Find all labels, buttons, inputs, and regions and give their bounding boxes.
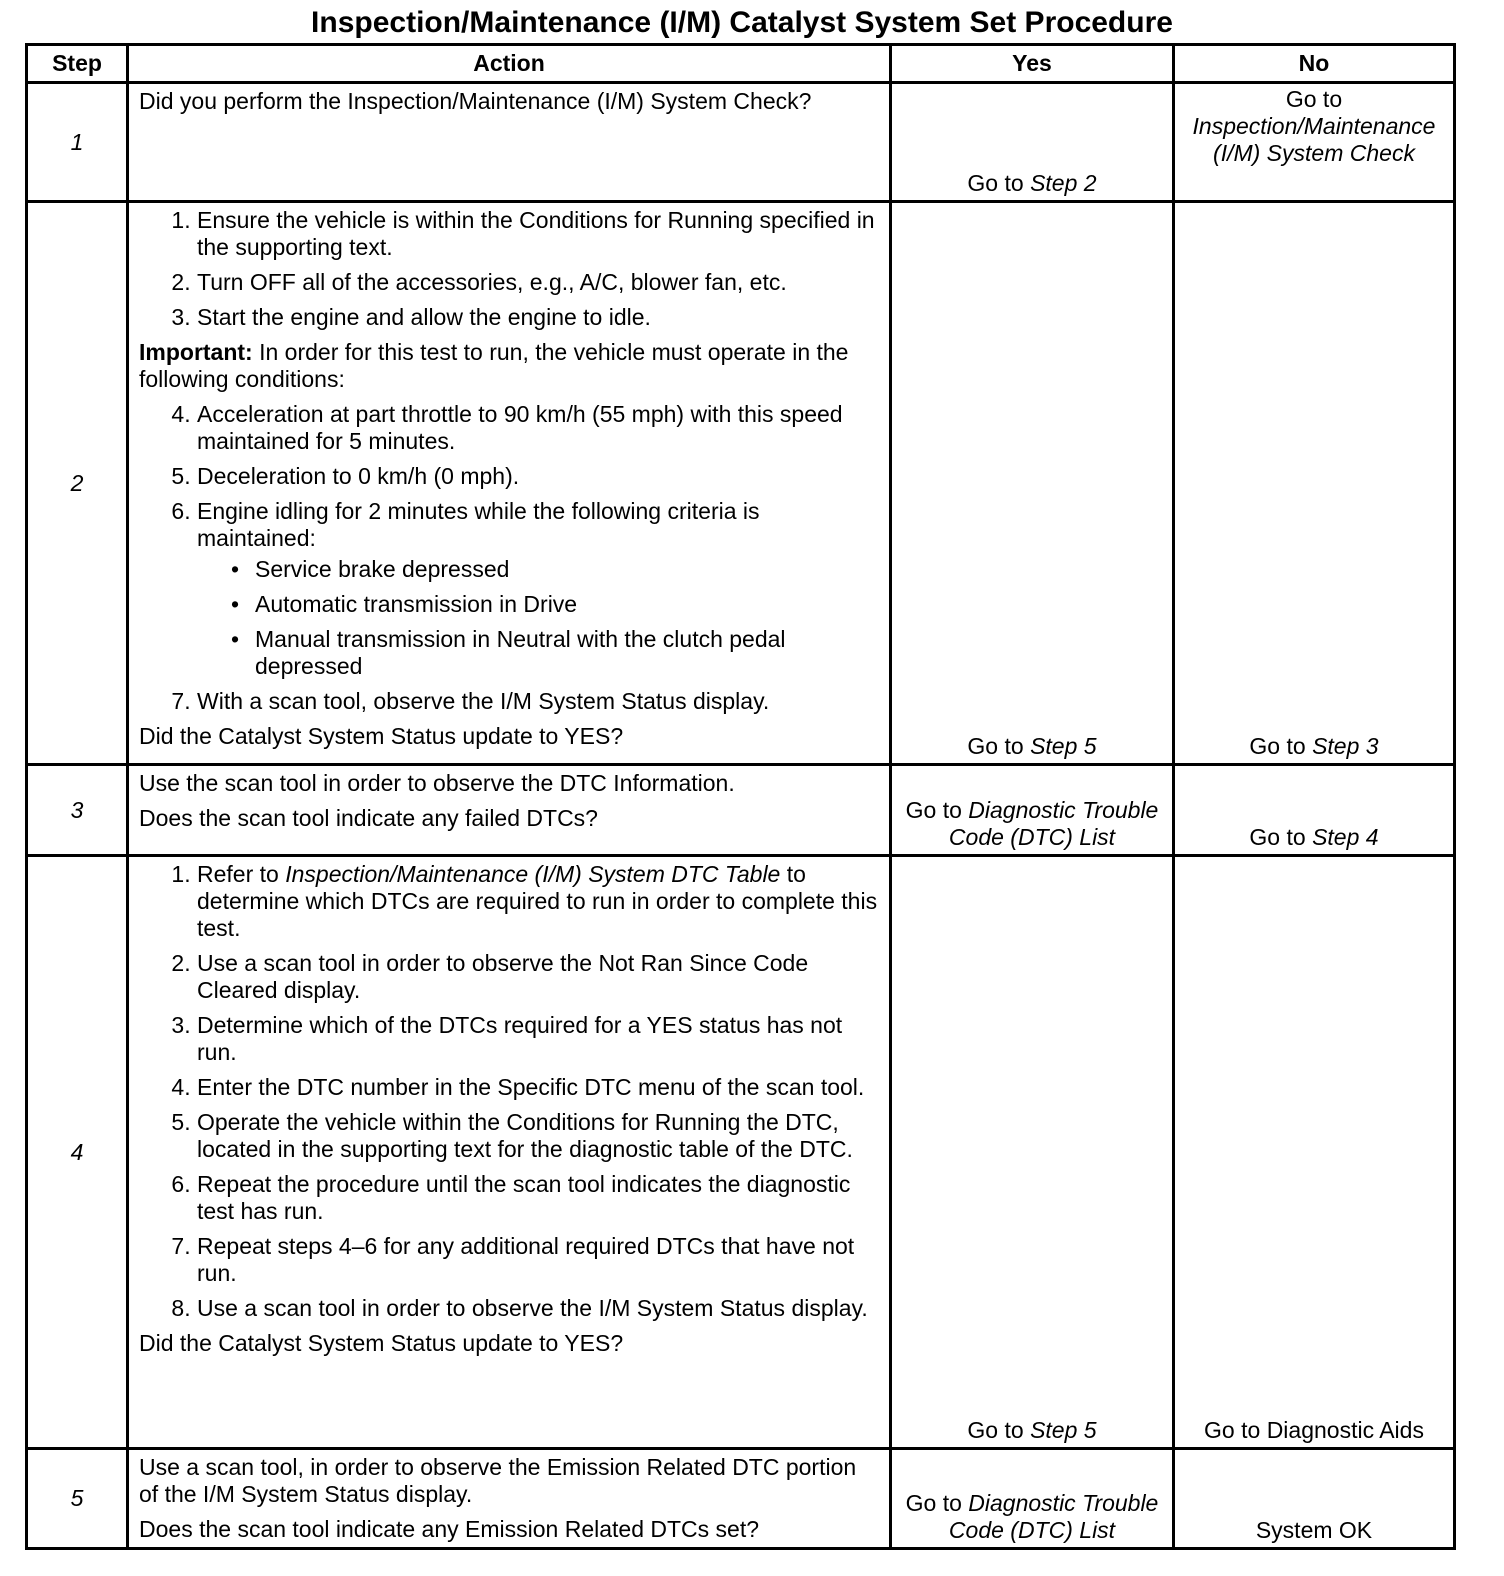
item-prefix: Refer to (197, 861, 286, 887)
action-list (139, 207, 879, 331)
table-row (27, 1449, 1455, 1549)
table-row (27, 202, 1455, 765)
bullet-item: • Automatic transmission in Drive (231, 591, 879, 618)
yes-prefix: Go to (905, 1490, 969, 1516)
action-list (139, 401, 879, 680)
action-cell (128, 1449, 891, 1549)
header-row (27, 45, 1455, 83)
action-question: Does the scan tool indicate any failed DTCs? (139, 805, 598, 831)
list-item: 3. Determine which of the DTCs required for a YES status has not run. (197, 1012, 879, 1066)
item-suffix: to determine which DTCs are required to run in order to complete this test. (197, 861, 878, 941)
list-item: 4. Enter the DTC number in the Specific DTC menu of the scan tool. (197, 1074, 879, 1101)
no-text[interactable]: Go to Diagnostic Aids (1204, 1417, 1424, 1443)
list-item: 4. Acceleration at part throttle to 90 km/h (55 mph) with this speed maintained for 5 minutes. (197, 401, 879, 455)
bullet-item: • Manual transmission in Neutral with the clutch pedal depressed (231, 626, 879, 680)
list-item: 1. Ensure the vehicle is within the Conditions for Running specified in the supporting text. (197, 207, 879, 261)
no-cell (1174, 765, 1455, 856)
list-item: 7. With a scan tool, observe the I/M System Status display. (197, 688, 879, 715)
yes-cell (891, 83, 1174, 202)
no-link[interactable]: Inspection/Maintenance (I/M) System Check (1192, 113, 1436, 166)
action-cell (128, 83, 891, 202)
yes-prefix: Go to (967, 733, 1031, 759)
important-label: Important: (139, 339, 253, 365)
list-item: 5. Operate the vehicle within the Conditions for Running the DTC, located in the supporting text for the diagnostic table of the DTC. (197, 1109, 879, 1163)
yes-link[interactable]: Step 2 (1030, 170, 1097, 196)
action-text: Use the scan tool in order to observe the DTC Information. (139, 770, 735, 796)
no-prefix: Go to (1249, 733, 1313, 759)
header-yes: Yes (891, 45, 1174, 83)
action-text: Use a scan tool, in order to observe the Emission Related DTC portion of the I/M System Status display. (139, 1454, 857, 1507)
list-item: 2. Use a scan tool in order to observe the Not Ran Since Code Cleared display. (197, 950, 879, 1004)
step-number: 4 (27, 856, 128, 1449)
important-text: In order for this test to run, the vehicle must operate in the following conditions: (139, 339, 849, 392)
list-item-text: Engine idling for 2 minutes while the following criteria is maintained: (197, 498, 760, 551)
no-link[interactable]: Step 3 (1312, 733, 1379, 759)
no-prefix: Go to (1249, 824, 1313, 850)
page-title: Inspection/Maintenance (I/M) Catalyst System Set Procedure (311, 6, 1173, 39)
header-no: No (1174, 45, 1455, 83)
action-question: Does the scan tool indicate any Emission Related DTCs set? (139, 1516, 760, 1542)
list-item (197, 861, 879, 942)
list-item: 5. Deceleration to 0 km/h (0 mph). (197, 463, 879, 490)
step-number: 1 (27, 83, 128, 202)
action-question: Did the Catalyst System Status update to YES? (139, 723, 624, 749)
no-text: System OK (1255, 1517, 1373, 1543)
no-cell (1174, 856, 1455, 1449)
list-item: 6. Repeat the procedure until the scan tool indicates the diagnostic test has run. (197, 1171, 879, 1225)
bullet-item: • Service brake depressed (231, 556, 879, 583)
table-row (27, 83, 1455, 202)
no-cell (1174, 202, 1455, 765)
no-cell (1174, 1449, 1455, 1549)
yes-link[interactable]: Step 5 (1030, 733, 1097, 759)
procedure-table (25, 43, 1456, 1550)
header-step: Step (27, 45, 128, 83)
bullet-list (197, 556, 879, 680)
header-action: Action (128, 45, 891, 83)
yes-cell (891, 202, 1174, 765)
table-row (27, 765, 1455, 856)
action-question: Did the Catalyst System Status update to YES? (139, 1330, 624, 1356)
step-number: 3 (27, 765, 128, 856)
yes-prefix: Go to (967, 1417, 1031, 1443)
yes-prefix: Go to (967, 170, 1031, 196)
action-list (139, 688, 879, 715)
yes-cell (891, 765, 1174, 856)
list-item (197, 498, 879, 680)
list-item: 8. Use a scan tool in order to observe the I/M System Status display. (197, 1295, 879, 1322)
list-item: 3. Start the engine and allow the engine to idle. (197, 304, 879, 331)
table-row (27, 856, 1455, 1449)
no-link[interactable]: Step 4 (1312, 824, 1379, 850)
action-question: Did you perform the Inspection/Maintenance (I/M) System Check? (139, 88, 812, 114)
dtc-table-link[interactable]: Inspection/Maintenance (I/M) System DTC Table (285, 861, 781, 887)
yes-link[interactable]: Diagnostic Trouble Code (DTC) List (948, 797, 1159, 850)
action-cell (128, 765, 891, 856)
step-number: 5 (27, 1449, 128, 1549)
yes-cell (891, 1449, 1174, 1549)
yes-prefix: Go to (905, 797, 969, 823)
important-note (139, 339, 879, 393)
action-cell (128, 856, 891, 1449)
yes-link[interactable]: Step 5 (1030, 1417, 1097, 1443)
step-number: 2 (27, 202, 128, 765)
no-cell (1174, 83, 1455, 202)
list-item: 7. Repeat steps 4–6 for any additional required DTCs that have not run. (197, 1233, 879, 1287)
action-cell (128, 202, 891, 765)
list-item: 2. Turn OFF all of the accessories, e.g., A/C, blower fan, etc. (197, 269, 879, 296)
yes-link[interactable]: Diagnostic Trouble Code (DTC) List (948, 1490, 1159, 1543)
yes-cell (891, 856, 1174, 1449)
no-prefix: Go to (1285, 86, 1343, 112)
action-list (139, 861, 879, 1322)
